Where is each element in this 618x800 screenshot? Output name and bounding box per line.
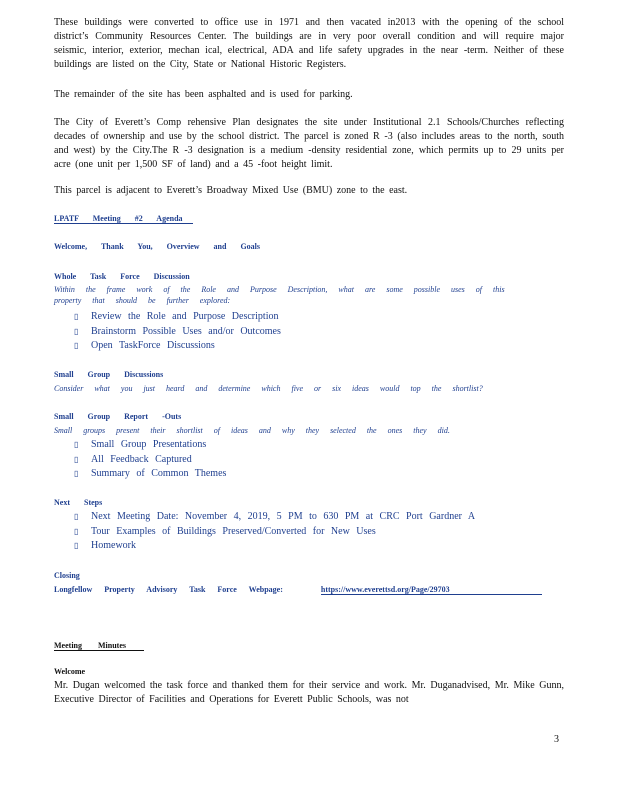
minutes-welcome-text: Mr. Dugan welcomed the task force and thanked them for their service and work. Mr. Duganadvised, Mr. Mike Gunn, Executive Director of Facilities and Operations for Everett Public Schools, was not (54, 680, 564, 705)
list-item: ▯ Small Group Presentations (74, 438, 226, 453)
report-outs-bullets (74, 438, 226, 482)
next-steps-heading: Next Steps (54, 498, 103, 507)
paragraph-buildings: These buildings were converted to office use in 1971 and then vacated in2013 with the opening of the school district’s Community Resources Center. The buildings are in very poor overall condition and will require major seismic, interior, exterior, mechan ical, electrical, ADA and life safety upgrades in the near -term. Neither of these buildings are listed on the City, State or National Historic Registers. (54, 17, 564, 70)
small-group-description: Consider what you just heard and determine which five or six ideas would top the shortlist? (54, 384, 483, 393)
closing-webpage-line (54, 585, 542, 594)
list-item: ▯ Homework (74, 539, 475, 554)
list-item: ▯ Brainstorm Possible Uses and/or Outcomes (74, 325, 281, 340)
list-item: ▯ Review the Role and Purpose Description (74, 310, 281, 325)
next-steps-bullets (74, 510, 475, 554)
report-outs-heading: Small Group Report -Outs (54, 412, 182, 421)
paragraph-adjacent-zone: This parcel is adjacent to Everett’s Broadway Mixed Use (BMU) zone to the east. (54, 185, 408, 196)
closing-heading: Closing (54, 571, 80, 580)
bullet-icon: ▯ (74, 454, 79, 464)
whole-task-force-heading: Whole Task Force Discussion (54, 272, 190, 281)
bullet-icon: ▯ (74, 440, 79, 449)
webpage-label: Longfellow Property Advisory Task Force Webpage: (54, 585, 283, 594)
bullet-icon: ▯ (74, 312, 79, 321)
list-item: ▯ Summary of Common Themes (74, 467, 226, 482)
bullet-icon: ▯ (74, 326, 79, 336)
list-item: ▯ Tour Examples of Buildings Preserved/Converted for New Uses (74, 525, 475, 540)
whole-task-force-description: Within the frame work of the Role and Purpose Description, what are some possible uses of this property that should be further explored: (54, 285, 505, 305)
task-force-webpage-link[interactable]: https://www.everettsd.org/Page/29703 (321, 585, 542, 595)
bullet-icon: ▯ (74, 341, 79, 350)
list-item: ▯ Open TaskForce Discussions (74, 339, 281, 354)
bullet-icon: ▯ (74, 541, 79, 550)
report-outs-description: Small groups present their shortlist of ideas and why they selected the ones they did. (54, 426, 450, 435)
meeting-minutes-title: Meeting Minutes (54, 641, 144, 651)
minutes-welcome-heading: Welcome (54, 667, 86, 676)
bullet-icon: ▯ (74, 469, 79, 478)
page-number: 3 (554, 734, 559, 745)
paragraph-parking: The remainder of the site has been asphalted and is used for parking. (54, 89, 353, 100)
bullet-icon: ▯ (74, 526, 79, 536)
whole-task-force-bullets (74, 310, 281, 354)
list-item: ▯ All Feedback Captured (74, 453, 226, 468)
bullet-icon: ▯ (74, 512, 79, 521)
agenda-welcome: Welcome, Thank You, Overview and Goals (54, 242, 261, 251)
list-item: ▯ Next Meeting Date: November 4, 2019, 5 PM to 630 PM at CRC Port Gardner A (74, 510, 475, 525)
paragraph-comprehensive-plan: The City of Everett’s Comp rehensive Plan designates the site under Institutional 2.1 Schools/Churches reflecting decades of ownership and use by the school district. The parcel is zoned R -3 (also includes areas to the north, south and west) by the City.The R -3 designation is a medium -density residential zone, which permits up to 29 units per acre (one unit per 1,500 SF of land) and a 45 -foot height limit. (54, 117, 564, 170)
small-group-heading: Small Group Discussions (54, 370, 164, 379)
agenda-title: LPATF Meeting #2 Agenda (54, 214, 193, 224)
